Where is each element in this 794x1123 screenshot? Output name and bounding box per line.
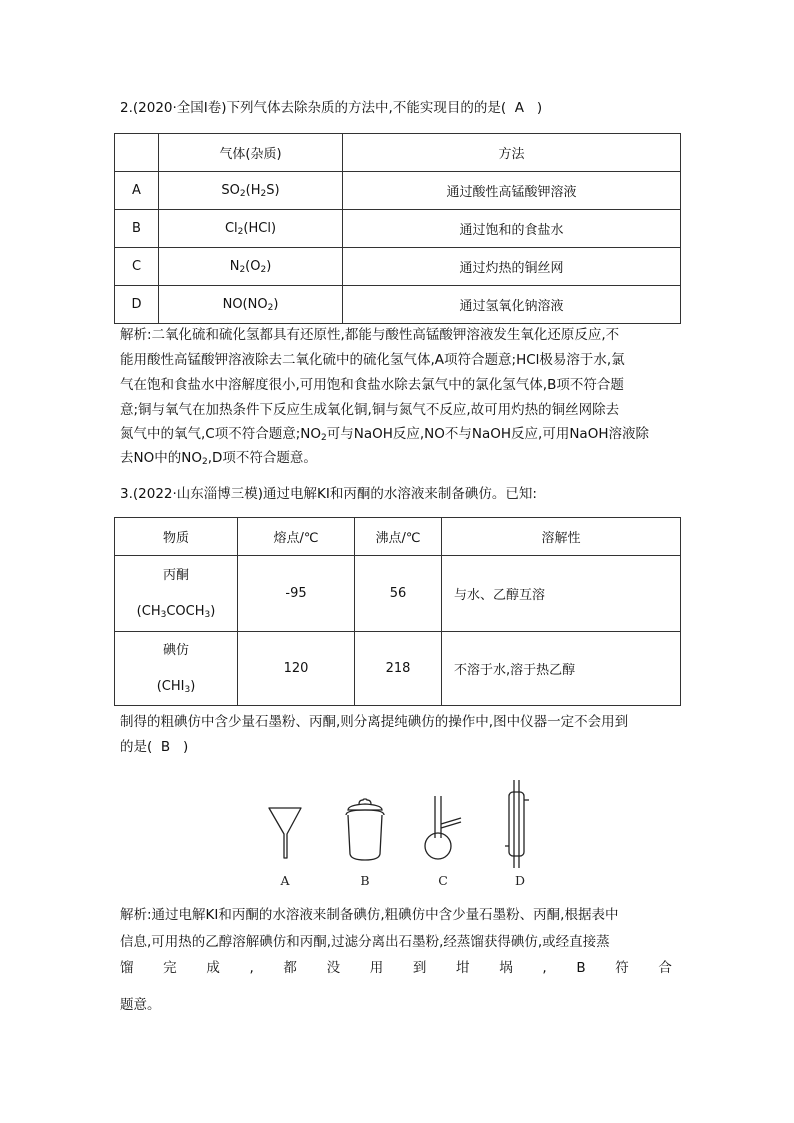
solubility: 与水、乙醇互溶 [442,556,681,632]
funnel-icon [269,808,301,858]
q3-question-line: 制得的粗碘仿中含少量石墨粉、丙酮,则分离提纯碘仿的操作中,图中仪器一定不会用到 [120,714,629,730]
method-cell: 通过酸性高锰酸钾溶液 [343,172,681,210]
q3-question-text: 的是( [120,739,153,755]
q3-question-line [120,737,188,757]
q3-analysis-line: 题意。 [120,997,161,1013]
gas-formula: $SO_2(H_2S)$ [159,172,343,210]
melting-point: -95 [238,556,355,632]
method-cell: 通过饱和的食盐水 [343,210,681,248]
table-row [115,632,681,706]
gas-formula: $Cl_2(HCl)$ [159,210,343,248]
method-cell: 通过氢氧化钠溶液 [343,286,681,324]
figure-label: D [514,873,526,888]
table-row [115,286,681,324]
table-row [115,172,681,210]
table-header-row [115,518,681,556]
table-row [115,210,681,248]
table-header-cell: 熔点/℃ [238,518,355,556]
distillation-flask-icon [425,796,461,859]
q3-analysis-line: 解析:通过电解KI和丙酮的水溶液来制备碘仿,粗碘仿中含少量石墨粉、丙酮,根据表中 [120,907,619,923]
table-header-cell: 方法 [343,134,681,172]
q3-answer: B [160,739,171,755]
q2-analysis-line: 解析:二氧化硫和硫化氢都具有还原性,都能与酸性高锰酸钾溶液发生氧化还原反应,不 [120,327,620,343]
q2-analysis-line: 气在饱和食盐水中溶解度很小,可用饱和食盐水除去氯气中的氯化氢气体,B项不符合题 [120,377,624,393]
gas-formula: $NO(NO_2)$ [159,286,343,324]
table-row [115,556,681,632]
figure-label: A [280,873,290,888]
substance-name: 碘仿 [162,642,189,658]
q2-analysis-line: 能用酸性高锰酸钾溶液除去二氧化硫中的硫化氢气体,A项符合题意;HCl极易溶于水,氯 [120,352,625,368]
boiling-point: 218 [355,632,442,706]
q2-stem-close: ) [536,100,543,116]
table-row [115,248,681,286]
table-header-cell: 溶解性 [442,518,681,556]
q3-analysis-line: 信息,可用热的乙醇溶解碘仿和丙酮,过滤分离出石墨粉,经蒸馏获得碘仿,或经直接蒸 [120,934,610,950]
melting-point: 120 [238,632,355,706]
q2-analysis-line: 意;铜与氧气在加热条件下反应生成氧化铜,铜与氮气不反应,故可用灼热的铜丝网除去 [120,402,620,418]
table-header-cell [115,134,159,172]
q2-table [114,133,681,324]
q2-analysis-line: 氮气中的氧气,C项不符合题意$;NO_2$可与NaOH反应,NO不与NaOH反应,可用NaOH溶液除 [120,426,649,443]
q2-answer: A [514,100,524,116]
q2-stem-text: 2.(2020·全国Ⅰ卷)下列气体去除杂质的方法中,不能实现目的的是( [120,100,507,116]
table-header-cell: 沸点/℃ [355,518,442,556]
gas-formula: $N_2(O_2)$ [159,248,343,286]
row-label: A [115,172,159,210]
substance-cell [115,632,238,706]
figure-label: C [438,873,448,888]
table-header-cell: 气体(杂质) [159,134,343,172]
condenser-icon [505,780,529,868]
substance-name: 丙酮 [162,567,189,583]
row-label: D [115,286,159,324]
q3-stem: 3.(2022·山东淄博三模)通过电解KI和丙酮的水溶液来制备碘仿。已知: [120,486,537,502]
method-cell: 通过灼热的铜丝网 [343,248,681,286]
q2-analysis-line: 去NO中的$NO_2,D$项不符合题意。 [120,450,317,467]
solubility: 不溶于水,溶于热乙醇 [442,632,681,706]
substance-formula: $(CHI_3)$ [156,678,196,695]
q3-question-close: ) [183,739,189,755]
q3-table [114,517,681,706]
boiling-point: 56 [355,556,442,632]
row-label: C [115,248,159,286]
substance-cell [115,556,238,632]
q3-analysis-line-spread: 馏 完 成 , 都 没 用 到 坩 埚 , B 符 合 [120,960,672,976]
apparatus-figure [255,772,545,892]
table-header-row [115,134,681,172]
crucible-icon [346,799,384,860]
figure-label: B [360,873,370,888]
substance-formula: $(CH_3COCH_3)$ [136,603,216,620]
q2-stem [120,98,542,118]
table-header-cell: 物质 [115,518,238,556]
row-label: B [115,210,159,248]
